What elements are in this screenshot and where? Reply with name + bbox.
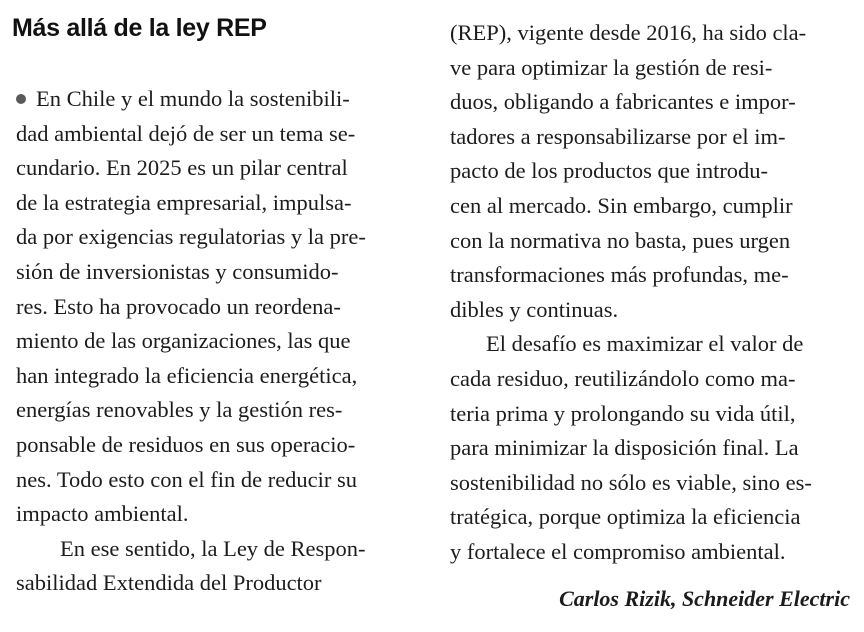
text-line: En ese sentido, la Ley de Respon- <box>60 535 366 561</box>
text-line: y fortalece el compromiso ambiental. <box>450 538 786 564</box>
text-line: ponsable de residuos en sus operacio- <box>16 431 356 457</box>
text-line: En Chile y el mundo la sostenibili- <box>16 82 416 117</box>
article-title: Más allá de la ley REP <box>12 14 267 42</box>
right-column <box>450 16 854 570</box>
text-line: sión de inversionistas y consumido- <box>16 258 339 284</box>
text-line: han integrado la eficiencia energética, <box>16 362 358 388</box>
text-line: miento de las organizaciones, las que <box>16 328 351 354</box>
left-column <box>16 82 416 601</box>
text-line: res. Esto ha provocado un reordena- <box>16 293 341 319</box>
text-line: El desafío es maximizar el valor de <box>486 331 804 357</box>
text-line: pacto de los productos que introdu- <box>450 158 769 184</box>
text-line: para minimizar la disposición final. La <box>450 435 799 461</box>
text-line: cada residuo, reutilizándolo como ma- <box>450 365 796 391</box>
text-line: duos, obligando a fabricantes e impor- <box>450 89 796 115</box>
bullet-dot-icon <box>16 94 26 104</box>
text-line: tratégica, porque optimiza la eficiencia <box>450 504 801 530</box>
text-line: sabilidad Extendida del Productor <box>16 570 322 596</box>
text-line: (REP), vigente desde 2016, ha sido cla- <box>450 20 807 45</box>
text-line: sostenibilidad no sólo es viable, sino es- <box>450 469 812 495</box>
author-signature: Carlos Rizik, Schneider Electric <box>559 586 850 611</box>
text-line: ve para optimizar la gestión de resi- <box>450 54 773 80</box>
text-line: de la estrategia empresarial, impulsa- <box>16 189 352 215</box>
text-line: tadores a responsabilizarse por el im- <box>450 123 786 149</box>
text-line: con la normativa no basta, pues urgen <box>450 227 791 253</box>
text-line: cundario. En 2025 es un pilar central <box>16 155 348 181</box>
text-line: nes. Todo esto con el fin de reducir su <box>16 466 358 492</box>
text-line: impacto ambiental. <box>16 501 189 527</box>
text-line: dad ambiental dejó de ser un tema se- <box>16 120 356 146</box>
text-line: transformaciones más profundas, me- <box>450 262 789 288</box>
text-line: energías renovables y la gestión res- <box>16 397 343 423</box>
text-line: cen al mercado. Sin embargo, cumplir <box>450 192 793 218</box>
text-line: dibles y continuas. <box>450 296 619 322</box>
text-line: da por exigencias regulatorias y la pre- <box>16 224 366 250</box>
text-line: teria prima y prolongando su vida útil, <box>450 400 796 426</box>
